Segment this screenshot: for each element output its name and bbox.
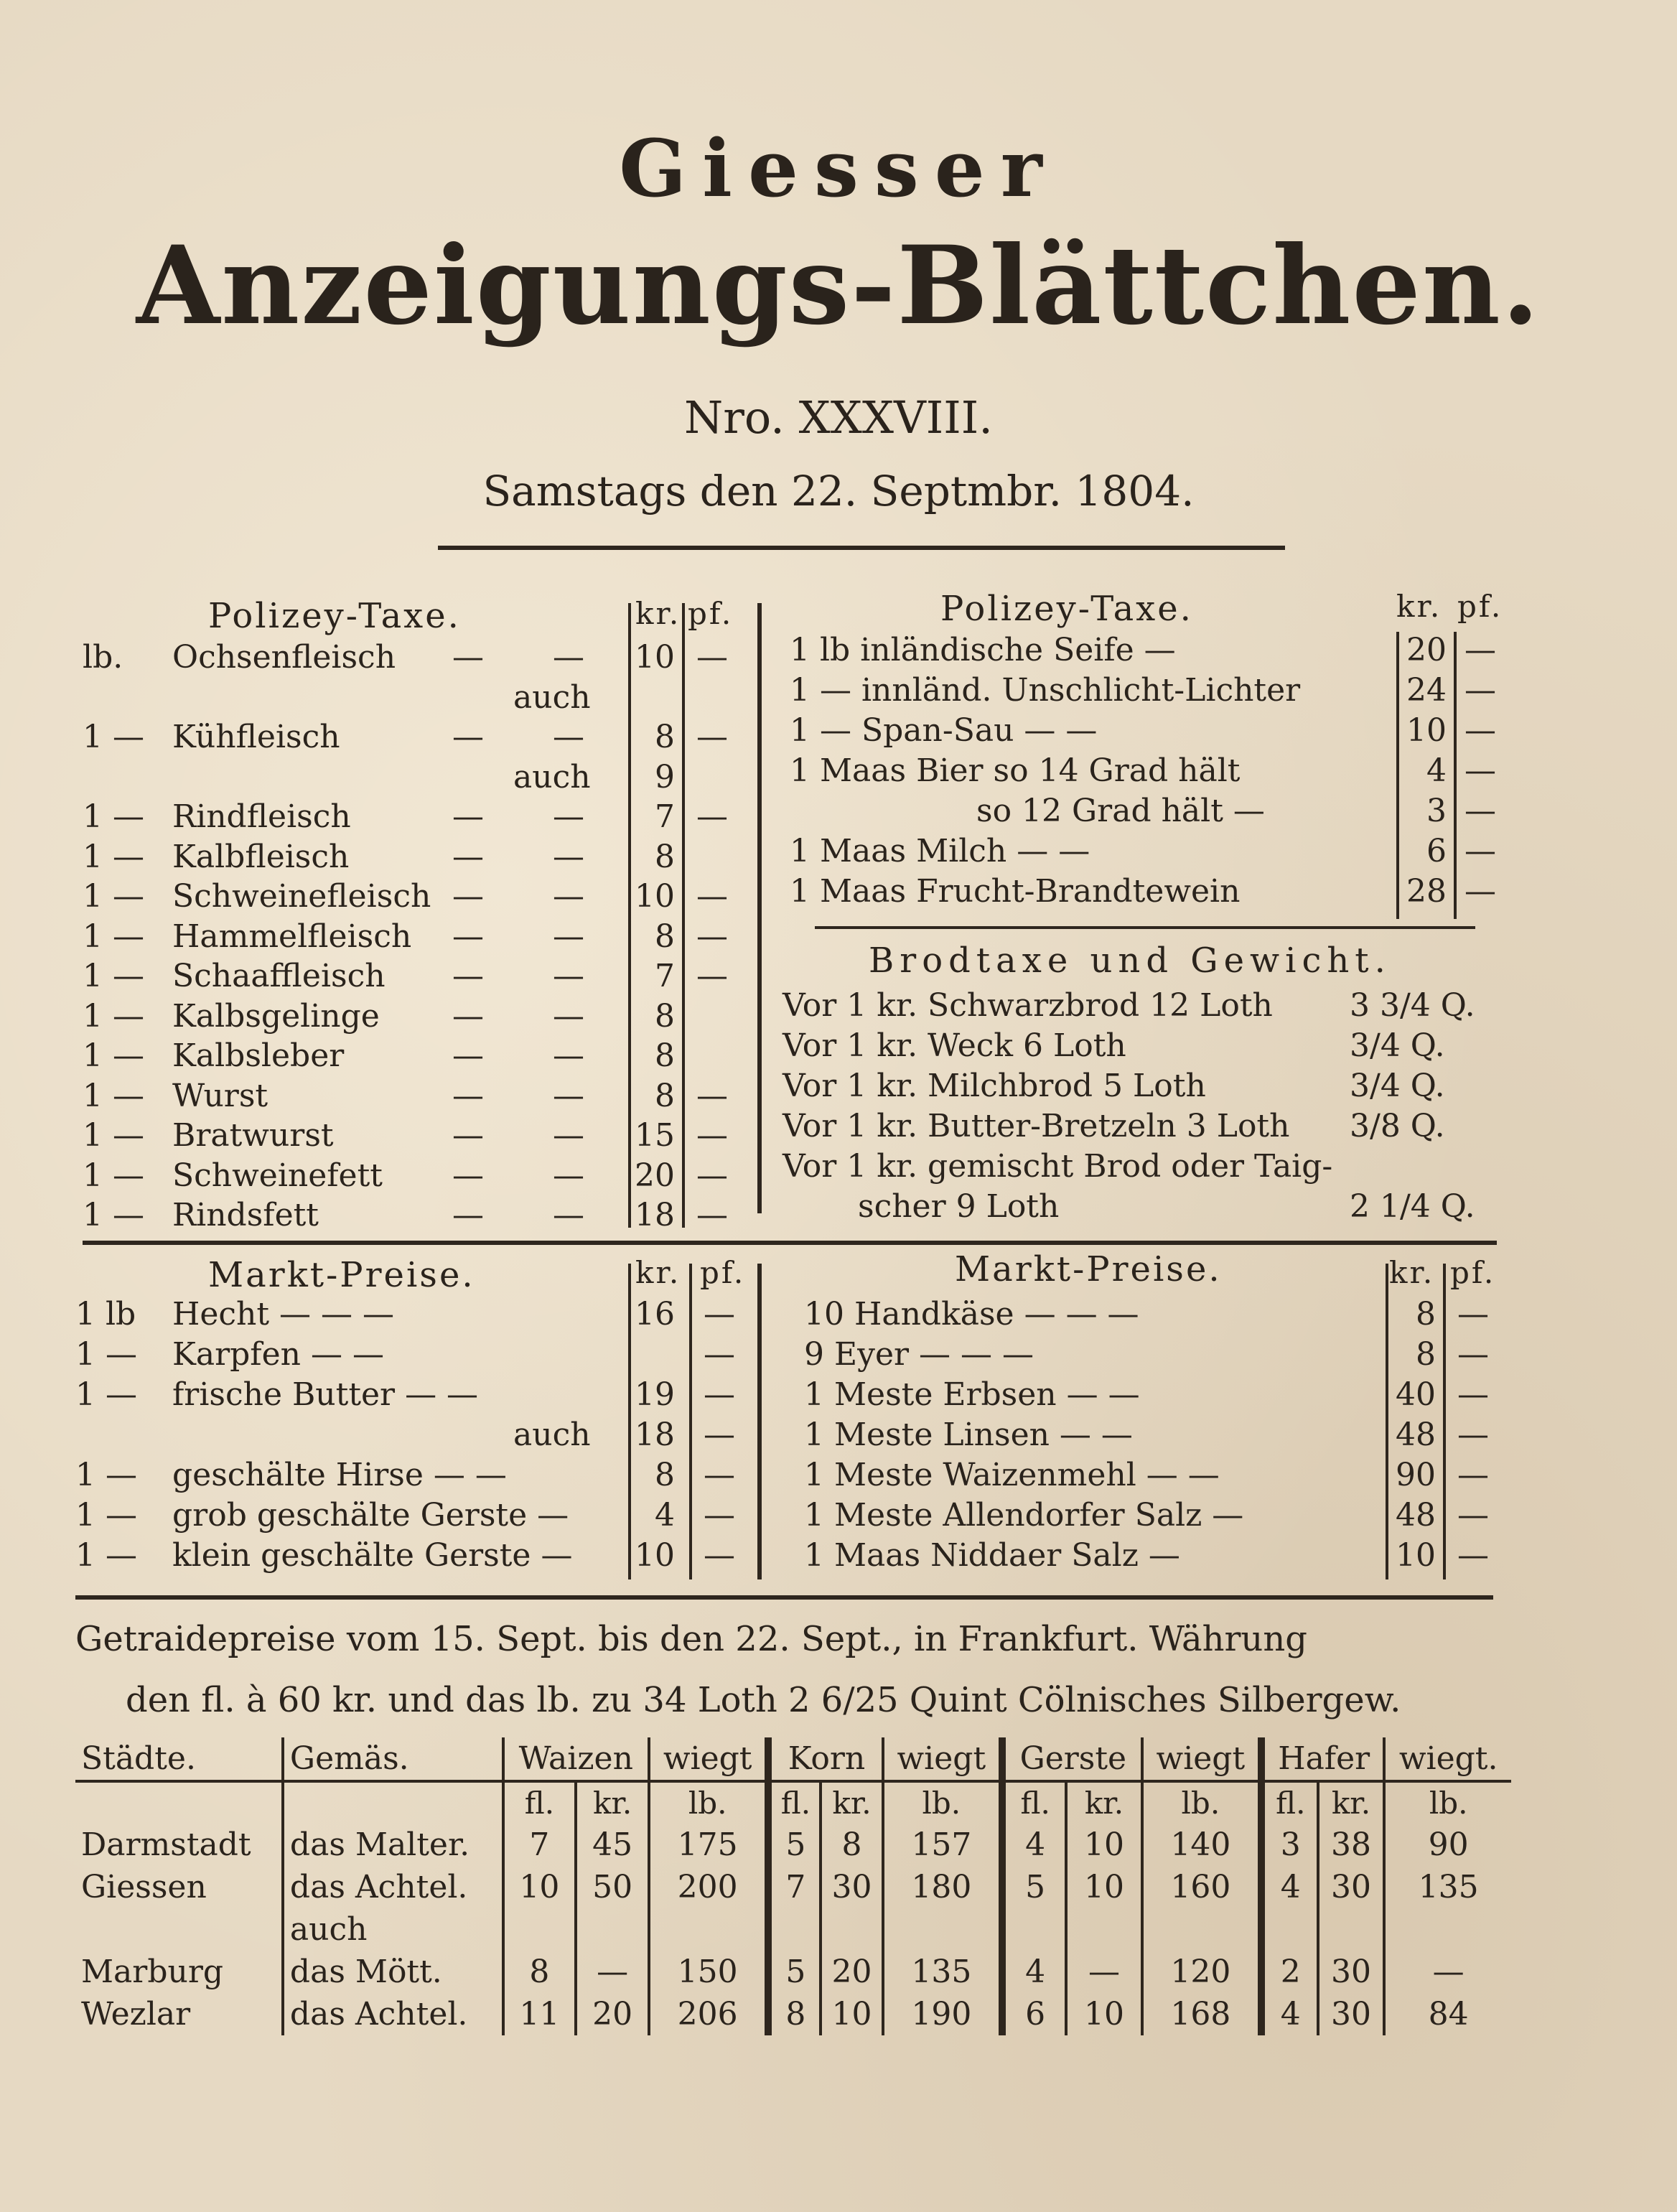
- row-price-kr: 8: [1416, 1296, 1436, 1333]
- grain-row: [75, 1866, 1511, 1908]
- grain-cell-h-fl: [1261, 1908, 1318, 1951]
- header-korn-wiegt: wiegt: [883, 1737, 1002, 1781]
- row-dash: —: [452, 878, 484, 915]
- grain-cell-w-lb: 200: [649, 1866, 768, 1908]
- header-hafer: Hafer: [1261, 1737, 1384, 1781]
- grain-cell-g-fl: [1002, 1908, 1066, 1951]
- grain-cell-k-kr: 30: [821, 1866, 882, 1908]
- grain-cell-h-fl: 4: [1261, 1993, 1318, 2035]
- row-price-kr: 19: [635, 1376, 675, 1413]
- grain-cell-g-kr: 10: [1066, 1993, 1141, 2035]
- bread-quint: 3/4 Q.: [1350, 1068, 1445, 1104]
- markt-left-pf-header: pf.: [700, 1255, 746, 1290]
- grain-row: [75, 1951, 1511, 1993]
- row-price-kr: 40: [1396, 1376, 1436, 1413]
- polizey-left-kr-header: kr.: [635, 596, 681, 631]
- row-price-kr: 10: [1396, 1537, 1436, 1574]
- grain-cell-k-kr: 10: [821, 1993, 882, 2035]
- grain-cell-h-lb: —: [1384, 1951, 1511, 1993]
- grain-cell-g-lb: [1142, 1908, 1261, 1951]
- row-dash: —: [553, 1197, 584, 1233]
- polizey-left-heading: Polizey-Taxe.: [208, 596, 461, 636]
- polizey-column-divider: [757, 603, 762, 1213]
- row-price-pf: —: [1465, 632, 1496, 668]
- row-price-pf: —: [704, 1376, 735, 1413]
- row-dash: —: [553, 1037, 584, 1074]
- row-item: Wurst: [172, 1077, 268, 1114]
- row-price-kr: 10: [635, 878, 675, 915]
- grain-cell-meas: das Malter.: [283, 1824, 503, 1866]
- row-dash: —: [553, 878, 584, 915]
- bread-item: Vor 1 kr. Butter-Bretzeln 3 Loth: [783, 1108, 1290, 1144]
- grain-cell-w-kr: 20: [576, 1993, 649, 2035]
- row-dash: —: [553, 639, 584, 676]
- row-quantity: 1 —: [75, 1457, 137, 1493]
- row-dash: —: [452, 798, 484, 835]
- grain-cell-k-fl: 8: [768, 1993, 821, 2035]
- row-price-pf: —: [696, 1077, 728, 1114]
- grain-cell-w-fl: 8: [503, 1951, 576, 1993]
- row-quantity: 1 —: [83, 958, 144, 994]
- row-quantity: 1 —: [83, 918, 144, 955]
- row-item: frische Butter — —: [172, 1376, 479, 1413]
- row-price-pf: —: [1465, 873, 1496, 910]
- grain-row: [75, 1824, 1511, 1866]
- grain-row: [75, 1993, 1511, 2035]
- row-price-pf: —: [1457, 1336, 1489, 1373]
- grain-cell-w-fl: [503, 1908, 576, 1951]
- sub-fl: fl.: [1002, 1781, 1066, 1824]
- row-item: Kalbsgelinge: [172, 997, 380, 1035]
- grain-cell-k-kr: 20: [821, 1951, 882, 1993]
- row-quantity: 1 —: [75, 1376, 137, 1413]
- row-quantity: 1 —: [83, 878, 144, 915]
- row-quantity: lb.: [83, 639, 123, 676]
- grain-cell-city: [75, 1908, 283, 1951]
- polizey-left-divider-2: [682, 603, 685, 1228]
- grain-price-table: [75, 1737, 1511, 2035]
- header-gerste: Gerste: [1002, 1737, 1142, 1781]
- grain-cell-k-lb: 180: [883, 1866, 1002, 1908]
- sub-kr: kr.: [576, 1781, 649, 1824]
- grain-cell-h-lb: [1384, 1908, 1511, 1951]
- row-dash: —: [452, 1077, 484, 1114]
- markt-right-divider-2: [1443, 1264, 1446, 1579]
- row-price-kr: 20: [635, 1157, 675, 1194]
- grain-cell-k-kr: 8: [821, 1824, 882, 1866]
- bread-item: Vor 1 kr. Schwarzbrod 12 Loth: [783, 987, 1273, 1024]
- sub-kr: kr.: [821, 1781, 882, 1824]
- grain-cell-city: Wezlar: [81, 1996, 191, 2033]
- row-price-pf: —: [696, 1117, 728, 1154]
- grain-cell-meas: auch: [283, 1908, 503, 1951]
- row-item: 1 Meste Waizenmehl — —: [804, 1457, 1220, 1493]
- row-dash: —: [452, 1157, 484, 1194]
- header-hafer-wiegt: wiegt.: [1384, 1737, 1511, 1781]
- grain-cell-g-lb: 140: [1142, 1824, 1261, 1866]
- polizey-right-kr-header: kr.: [1396, 589, 1442, 624]
- row-item: 1 Meste Erbsen — —: [804, 1376, 1140, 1413]
- row-quantity: 1 —: [83, 719, 144, 755]
- row-item: 1 lb inländische Seife —: [790, 632, 1176, 668]
- row-dash: —: [452, 918, 484, 955]
- grain-cell-g-fl: 6: [1002, 1993, 1066, 2035]
- grain-cell-meas: das Achtel.: [283, 1866, 503, 1908]
- masthead-line1: Giesser: [619, 122, 1058, 215]
- markt-left-divider-2: [689, 1264, 692, 1579]
- grain-cell-w-kr: —: [576, 1951, 649, 1993]
- row-price-pf: —: [696, 1197, 728, 1233]
- row-dash: —: [553, 918, 584, 955]
- sub-fl: fl.: [1261, 1781, 1318, 1824]
- row-price-kr: 6: [1426, 833, 1447, 869]
- grain-cell-g-fl: 4: [1002, 1824, 1066, 1866]
- row-quantity: 1 —: [83, 1037, 144, 1074]
- header-gerste-wiegt: wiegt: [1142, 1737, 1261, 1781]
- grain-cell-k-lb: [883, 1908, 1002, 1951]
- row-item: grob geschälte Gerste —: [172, 1497, 569, 1534]
- polizey-right-divider-2: [1454, 632, 1457, 919]
- polizey-right-pf-header: pf.: [1457, 589, 1503, 624]
- grain-cell-meas: das Achtel.: [283, 1993, 503, 2035]
- row-price-pf: —: [704, 1497, 735, 1534]
- grain-cell-h-kr: 30: [1318, 1993, 1385, 2035]
- row-item: so 12 Grad hält —: [976, 793, 1265, 829]
- grain-cell-g-fl: 5: [1002, 1866, 1066, 1908]
- section-rule-getraide: [75, 1595, 1493, 1600]
- row-dash: —: [452, 838, 484, 875]
- sub-kr: kr.: [1318, 1781, 1385, 1824]
- bread-item: scher 9 Loth: [858, 1188, 1060, 1225]
- row-dash: —: [452, 639, 484, 676]
- row-price-kr: 8: [655, 918, 675, 955]
- row-quantity: 1 lb: [75, 1296, 136, 1333]
- grain-cell-g-lb: 168: [1142, 1993, 1261, 2035]
- grain-cell-h-fl: 4: [1261, 1866, 1318, 1908]
- row-item: Hammelfleisch: [172, 918, 412, 955]
- row-price-pf: —: [1465, 712, 1496, 749]
- row-price-pf: —: [1465, 793, 1496, 829]
- row-item: auch: [513, 678, 591, 716]
- getraide-intro-line1: Getraidepreise vom 15. Sept. bis den 22. Sept., in Frankfurt. Währung: [75, 1619, 1307, 1659]
- sub-lb: lb.: [649, 1781, 768, 1824]
- row-item: 1 Maas Niddaer Salz —: [804, 1537, 1180, 1574]
- grain-cell-k-lb: 135: [883, 1951, 1002, 1993]
- polizey-right-heading: Polizey-Taxe.: [940, 589, 1193, 629]
- row-quantity: 1 —: [75, 1497, 137, 1534]
- grain-cell-h-lb: 90: [1384, 1824, 1511, 1866]
- row-dash: —: [553, 958, 584, 994]
- row-price-pf: —: [696, 798, 728, 835]
- grain-cell-g-kr: [1066, 1908, 1141, 1951]
- row-price-pf: —: [704, 1417, 735, 1453]
- row-price-pf: —: [704, 1457, 735, 1493]
- row-price-kr: 18: [635, 1417, 675, 1453]
- header-waizen-wiegt: wiegt: [649, 1737, 768, 1781]
- row-price-kr: 48: [1396, 1497, 1436, 1534]
- grain-cell-g-fl: 4: [1002, 1951, 1066, 1993]
- markt-column-divider: [757, 1264, 762, 1579]
- polizey-left-pf-header: pf.: [688, 596, 734, 631]
- grain-cell-k-kr: [821, 1908, 882, 1951]
- row-price-kr: 9: [655, 758, 675, 795]
- row-price-pf: —: [1465, 672, 1496, 709]
- row-price-kr: 8: [655, 1077, 675, 1114]
- markt-right-heading: Markt-Preise.: [955, 1249, 1222, 1289]
- header-gemaes: Gemäs.: [283, 1737, 503, 1781]
- row-dash: —: [452, 997, 484, 1035]
- row-quantity: 1 —: [75, 1537, 137, 1574]
- row-price-pf: —: [696, 719, 728, 755]
- grain-cell-w-lb: 175: [649, 1824, 768, 1866]
- row-item: Karpfen — —: [172, 1336, 384, 1373]
- row-item: Hecht — — —: [172, 1296, 395, 1333]
- row-item: 1 — Span-Sau — —: [790, 712, 1098, 749]
- row-item: klein geschälte Gerste —: [172, 1537, 573, 1574]
- row-item: auch: [513, 1417, 591, 1453]
- grain-cell-k-fl: [768, 1908, 821, 1951]
- row-price-kr: 8: [655, 1037, 675, 1074]
- row-dash: —: [452, 958, 484, 994]
- row-item: geschälte Hirse — —: [172, 1457, 507, 1493]
- issue-date: Samstags den 22. Septmbr. 1804.: [482, 467, 1195, 515]
- row-item: Schweinefett: [172, 1157, 383, 1194]
- row-dash: —: [553, 798, 584, 835]
- header-waizen: Waizen: [503, 1737, 649, 1781]
- masthead-title: Anzeigungs-Blättchen.: [136, 223, 1541, 349]
- row-item: Rindfleisch: [172, 798, 351, 835]
- bread-item: Vor 1 kr. Weck 6 Loth: [783, 1027, 1126, 1064]
- row-price-kr: 8: [655, 1457, 675, 1493]
- grain-cell-k-fl: 7: [768, 1866, 821, 1908]
- masthead-rule: [438, 546, 1285, 550]
- row-price-pf: —: [696, 639, 728, 676]
- row-quantity: 1 —: [83, 1077, 144, 1114]
- grain-row: [75, 1908, 1511, 1951]
- section-rule-markt: [83, 1241, 1497, 1245]
- row-item: Rindsfett: [172, 1197, 319, 1233]
- row-item: 1 — innländ. Unschlicht-Lichter: [790, 672, 1301, 709]
- row-dash: —: [553, 997, 584, 1035]
- row-dash: —: [452, 719, 484, 755]
- grain-cell-k-fl: 5: [768, 1824, 821, 1866]
- row-price-pf: —: [696, 958, 728, 994]
- row-price-kr: 3: [1426, 793, 1447, 829]
- row-price-pf: —: [704, 1336, 735, 1373]
- row-price-pf: —: [1457, 1537, 1489, 1574]
- row-quantity: 1 —: [83, 1197, 144, 1233]
- grain-cell-w-kr: 50: [576, 1866, 649, 1908]
- row-dash: —: [553, 1117, 584, 1154]
- row-price-pf: —: [1457, 1417, 1489, 1453]
- row-item: Kalbsleber: [172, 1037, 345, 1074]
- grain-cell-g-kr: 10: [1066, 1824, 1141, 1866]
- grain-cell-w-lb: 206: [649, 1993, 768, 2035]
- grain-cell-h-kr: 30: [1318, 1951, 1385, 1993]
- grain-cell-k-fl: 5: [768, 1951, 821, 1993]
- grain-cell-h-kr: 38: [1318, 1824, 1385, 1866]
- row-price-kr: 4: [1426, 752, 1447, 789]
- grain-cell-h-lb: 135: [1384, 1866, 1511, 1908]
- bread-item: Vor 1 kr. Milchbrod 5 Loth: [783, 1068, 1206, 1104]
- row-quantity: 1 —: [83, 838, 144, 875]
- row-item: Bratwurst: [172, 1117, 334, 1154]
- row-price-pf: —: [696, 878, 728, 915]
- row-item: Schaaffleisch: [172, 958, 386, 994]
- row-item: Schweinefleisch: [172, 878, 431, 915]
- row-price-kr: 48: [1396, 1417, 1436, 1453]
- row-price-pf: —: [704, 1537, 735, 1574]
- row-item: auch: [513, 758, 591, 795]
- markt-left-heading: Markt-Preise.: [208, 1255, 475, 1295]
- brodtaxe-rule: [815, 926, 1475, 929]
- sub-kr: kr.: [1066, 1781, 1141, 1824]
- row-price-kr: 8: [655, 719, 675, 755]
- row-quantity: 1 —: [83, 1157, 144, 1194]
- row-price-kr: 8: [1416, 1336, 1436, 1373]
- row-price-kr: 90: [1396, 1457, 1436, 1493]
- grain-cell-k-lb: 157: [883, 1824, 1002, 1866]
- grain-cell-w-kr: 45: [576, 1824, 649, 1866]
- row-item: 1 Meste Allendorfer Salz —: [804, 1497, 1244, 1534]
- bread-quint: 3/4 Q.: [1350, 1027, 1445, 1064]
- sub-lb: lb.: [883, 1781, 1002, 1824]
- grain-cell-city: Marburg: [81, 1954, 224, 1990]
- grain-cell-h-lb: 84: [1384, 1993, 1511, 2035]
- getraide-intro-line2: den fl. à 60 kr. und das lb. zu 34 Loth 2 6/25 Quint Cölnisches Silbergew.: [126, 1680, 1401, 1720]
- row-price-kr: 10: [1406, 712, 1447, 749]
- grain-cell-g-lb: 160: [1142, 1866, 1261, 1908]
- bread-quint: 2 1/4 Q.: [1350, 1188, 1475, 1225]
- row-item: 1 Maas Bier so 14 Grad hält: [790, 752, 1241, 789]
- grain-header-row: [75, 1737, 1511, 1781]
- grain-cell-k-lb: 190: [883, 1993, 1002, 2035]
- row-price-kr: 10: [635, 639, 675, 676]
- row-dash: —: [452, 1197, 484, 1233]
- grain-cell-w-kr: [576, 1908, 649, 1951]
- grain-cell-g-lb: 120: [1142, 1951, 1261, 1993]
- row-quantity: 1 —: [83, 997, 144, 1035]
- grain-cell-w-fl: 11: [503, 1993, 576, 2035]
- issue-number: Nro. XXXVIII.: [684, 391, 993, 444]
- grain-cell-w-lb: [649, 1908, 768, 1951]
- row-price-pf: —: [1457, 1457, 1489, 1493]
- row-item: 1 Meste Linsen — —: [804, 1417, 1133, 1453]
- row-quantity: 1 —: [75, 1336, 137, 1373]
- row-item: 10 Handkäse — — —: [804, 1296, 1139, 1333]
- row-quantity: 1 —: [83, 1117, 144, 1154]
- header-staedte: Städte.: [75, 1737, 283, 1781]
- markt-right-kr-header: kr.: [1389, 1255, 1435, 1290]
- grain-cell-city: Darmstadt: [81, 1826, 251, 1863]
- row-item: 9 Eyer — — —: [804, 1336, 1034, 1373]
- row-price-kr: 18: [635, 1197, 675, 1233]
- grain-subheader-row: [75, 1781, 1511, 1824]
- row-price-kr: 7: [655, 798, 675, 835]
- grain-cell-h-fl: 2: [1261, 1951, 1318, 1993]
- row-price-kr: 8: [655, 997, 675, 1035]
- grain-cell-g-kr: —: [1066, 1951, 1141, 1993]
- row-dash: —: [553, 1157, 584, 1194]
- row-dash: —: [452, 1117, 484, 1154]
- markt-right-pf-header: pf.: [1450, 1255, 1496, 1290]
- row-price-kr: 20: [1406, 632, 1447, 668]
- grain-cell-g-kr: 10: [1066, 1866, 1141, 1908]
- grain-cell-meas: das Mött.: [283, 1951, 503, 1993]
- row-price-pf: —: [1457, 1296, 1489, 1333]
- markt-left-kr-header: kr.: [635, 1255, 681, 1290]
- row-dash: —: [452, 1037, 484, 1074]
- row-price-pf: —: [704, 1296, 735, 1333]
- row-price-pf: —: [1457, 1376, 1489, 1413]
- grain-cell-h-kr: 30: [1318, 1866, 1385, 1908]
- sub-fl: fl.: [768, 1781, 821, 1824]
- grain-cell-w-lb: 150: [649, 1951, 768, 1993]
- row-price-kr: 15: [635, 1117, 675, 1154]
- brodtaxe-heading: Brodtaxe und Gewicht.: [869, 941, 1391, 981]
- row-quantity: 1 —: [83, 798, 144, 835]
- row-dash: —: [553, 1077, 584, 1114]
- row-price-pf: —: [1465, 833, 1496, 869]
- row-item: Kühfleisch: [172, 719, 340, 755]
- row-item: 1 Maas Frucht-Brandtewein: [790, 873, 1241, 910]
- grain-cell-h-fl: 3: [1261, 1824, 1318, 1866]
- row-price-kr: 10: [635, 1537, 675, 1574]
- grain-cell-h-kr: [1318, 1908, 1385, 1951]
- row-price-pf: —: [1457, 1497, 1489, 1534]
- row-price-kr: 16: [635, 1296, 675, 1333]
- row-price-pf: —: [696, 1157, 728, 1194]
- row-dash: —: [553, 719, 584, 755]
- row-price-pf: —: [696, 918, 728, 955]
- grain-cell-city: Giessen: [81, 1869, 207, 1905]
- sub-fl: fl.: [503, 1781, 576, 1824]
- grain-cell-w-fl: 7: [503, 1824, 576, 1866]
- row-item: 1 Maas Milch — —: [790, 833, 1090, 869]
- row-price-kr: 28: [1406, 873, 1447, 910]
- row-price-kr: 7: [655, 958, 675, 994]
- sub-lb: lb.: [1384, 1781, 1511, 1824]
- grain-cell-w-fl: 10: [503, 1866, 576, 1908]
- bread-quint: 3/8 Q.: [1350, 1108, 1445, 1144]
- row-item: Ochsenfleisch: [172, 639, 396, 676]
- row-dash: —: [553, 838, 584, 875]
- header-korn: Korn: [768, 1737, 882, 1781]
- sub-lb: lb.: [1142, 1781, 1261, 1824]
- row-price-kr: 8: [655, 838, 675, 875]
- bread-quint: 3 3/4 Q.: [1350, 987, 1475, 1024]
- row-price-kr: 4: [655, 1497, 675, 1534]
- row-price-pf: —: [1465, 752, 1496, 789]
- bread-item: Vor 1 kr. gemischt Brod oder Taig-: [783, 1148, 1333, 1185]
- row-item: Kalbfleisch: [172, 838, 350, 875]
- row-price-kr: 24: [1406, 672, 1447, 709]
